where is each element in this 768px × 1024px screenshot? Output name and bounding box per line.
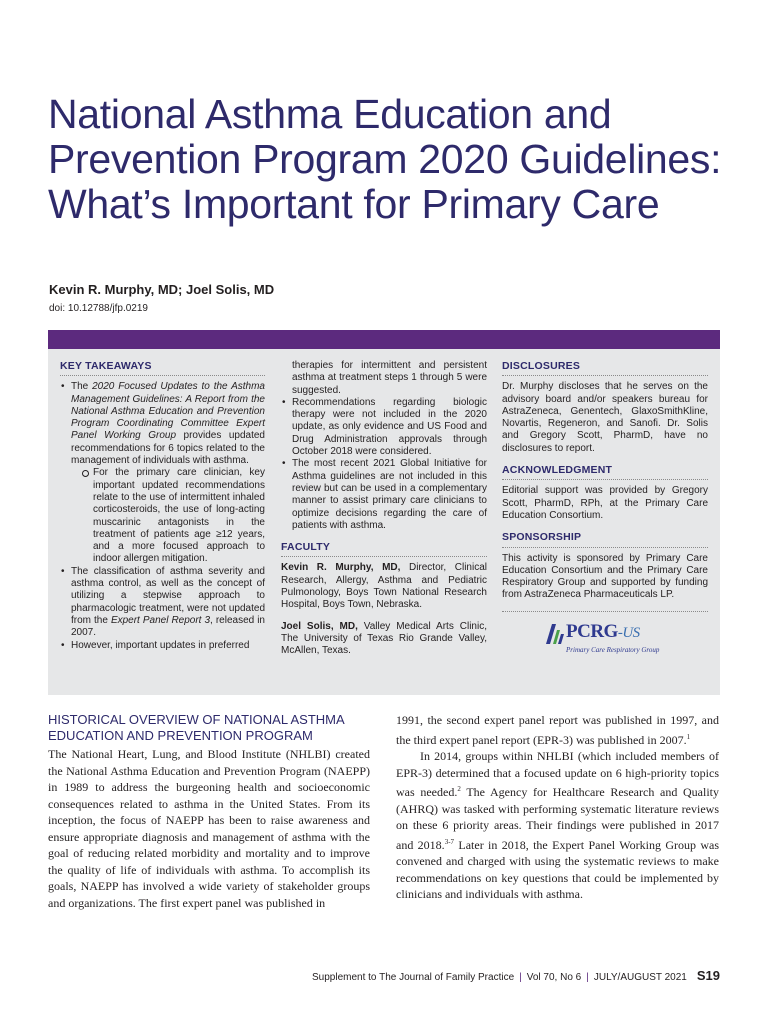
body-paragraph: 1991, the second expert panel report was published in 1997, and the third expert panel report (EPR-3) was published in 2007.$^1$ — [396, 713, 719, 747]
list-item: For the primary care clinician, key important updated recommendations relate to the use of intermittent inhaled corticosteroids, the use of long-acting muscarinic antagonists in the treatment of patients age ≥12 years, and a more focused approach to indoor allergen mitigation. — [93, 467, 265, 565]
section-heading: HISTORICAL OVERVIEW OF NATIONAL ASTHMA EDUCATION AND PREVENTION PROGRAM — [48, 712, 344, 743]
faculty-heading: FACULTY — [281, 541, 487, 557]
faculty-entry: Joel Solis, MD, Valley Medical Arts Clinic, The University of Texas Rio Grande Valley, McAllen, Texas. — [281, 620, 487, 657]
page-number: S19 — [696, 968, 720, 983]
pcrg-logo — [544, 622, 708, 656]
body-paragraph: In 2014, groups within NHLBI (which included members of EPR-3) determined that a focused update on 6 high-priority topics was needed.$^2$ The Agency for Healthcare Research and Quality (AHRQ) was tasked with performing systematic literature reviews on these 6 priority areas. Their findings were published in 2017 and 2018.$^{3-7}$ Later in 2018, the Expert Panel Working Group was convened and charged with using the systematic reviews to make recommendations on key questions that could be implemented by clinicians and individuals with asthma. — [396, 749, 720, 901]
list-item: • The classification of asthma severity and asthma control, as well as the concept of utilizing a stepwise approach to pharmacologic treatment, were not updated from the Expert Panel Report 3, released in 2007. — [60, 566, 265, 640]
sponsorship-text: This activity is sponsored by Primary Care Education Consortium and the Primary Care Respiratory Group and supported by funding from AstraZeneca Pharmaceuticals LP. — [502, 552, 708, 601]
list-item: • However, important updates in preferred — [60, 640, 265, 652]
body-column-right — [396, 712, 719, 903]
pcrg-emblem-icon — [544, 622, 566, 646]
acknowledgment-heading: ACKNOWLEDGMENT — [502, 464, 708, 480]
takeaways-list — [60, 381, 265, 652]
footer-volume: Vol 70, No 6 — [526, 972, 582, 983]
article-authors: Kevin R. Murphy, MD; Joel Solis, MD — [49, 282, 275, 297]
logo-subtitle: Primary Care Respiratory Group — [566, 645, 660, 654]
takeaways-sublist — [71, 467, 265, 565]
list-item: • The most recent 2021 Global Initiative for Asthma guidelines are not included in this review but can be used in a complementary manner to assist primary care clinicians to optimize decisions regarding the care of patients with asthma. — [281, 458, 487, 532]
footer-date: JULY/AUGUST 2021 — [593, 972, 687, 983]
reference-marker: 2 — [457, 785, 461, 793]
article-title: National Asthma Education and Prevention Program 2020 Guidelines: What’s Important for Primary Care — [48, 91, 722, 227]
faculty-entry: Kevin R. Murphy, MD, Director, Clinical Research, Allergy, Asthma and Pediatric Pulmonology, Boys Town National Research Hospital, Boys Town, Nebraska. — [281, 562, 487, 611]
reference-marker: 3-7 — [444, 837, 455, 846]
page-footer: Supplement to The Journal of Family Practice | Vol 70, No 6 | JULY/AUGUST 2021 S19 — [312, 968, 720, 983]
list-item-continued: therapies for intermittent and persistent asthma at treatment steps 1 through 5 were suggested. — [292, 360, 487, 396]
logo-suffix: -US — [617, 624, 640, 641]
sponsorship-heading: SPONSORSHIP — [502, 531, 708, 547]
logo-wordmark: PCRG — [566, 620, 618, 642]
acknowledgment-text: Editorial support was provided by Gregory Scott, PharmD, RPh, at the Primary Care Education Consortium. — [502, 485, 708, 521]
sidebar-column-1 — [60, 360, 265, 652]
sidebar-column-3 — [502, 360, 708, 656]
disclosures-heading: DISCLOSURES — [502, 360, 708, 376]
sidebar-column-2 — [281, 360, 487, 658]
header-bar — [48, 330, 720, 349]
key-takeaways-heading: KEY TAKEAWAYS — [60, 360, 265, 376]
list-item: • The 2020 Focused Updates to the Asthma Management Guidelines: A Report from the National Asthma Education and Prevention Program Coordinating Committee Expert Panel Working Group provides updated recommendations for 6 topics related to the management of individuals with asthma. For the primary care clinician, key important updated recommendations relate to the use of intermittent inhaled corticosteroids, the use of long-acting muscarinic antagonists in the treatment of patients age ≥12 years, and a more focused approach to indoor allergen mitigation. — [60, 381, 265, 565]
footer-journal: Supplement to The Journal of Family Practice — [312, 972, 515, 983]
reference-marker: 1 — [686, 732, 691, 741]
article-doi: doi: 10.12788/jfp.0219 — [49, 303, 148, 314]
list-item: • Recommendations regarding biologic therapy were not included in the 2020 update, as only evidence and US Food and Drug Administration approvals through October 2018 were considered. — [281, 397, 487, 458]
takeaways-list-continued — [281, 397, 487, 532]
disclosures-text: Dr. Murphy discloses that he serves on the advisory board and/or speakers bureau for AstraZeneca, Genentech, GlaxoSmithKline, Novartis, Regeneron, and Sanofi. Dr. Solis and Gregory Scott, PharmD, have no disclosures to report. — [502, 381, 708, 454]
body-paragraph: The National Heart, Lung, and Blood Institute (NHLBI) created the National Asthma Education and Prevention Program (NAEPP) in 1989 to address the burgeoning health and socioeconomic consequences related to asthma in the United States. From its inception, the focus of NAEPP has been to raise awareness and ensure appropriate diagnosis and management of asthma with the goal of reducing related morbidity and mortality and to improve the quality of life of individuals with asthma. To accomplish its goals, NAEPP has involved a wide variety of stakeholder groups and organizations. The first expert panel was published in — [48, 747, 370, 910]
